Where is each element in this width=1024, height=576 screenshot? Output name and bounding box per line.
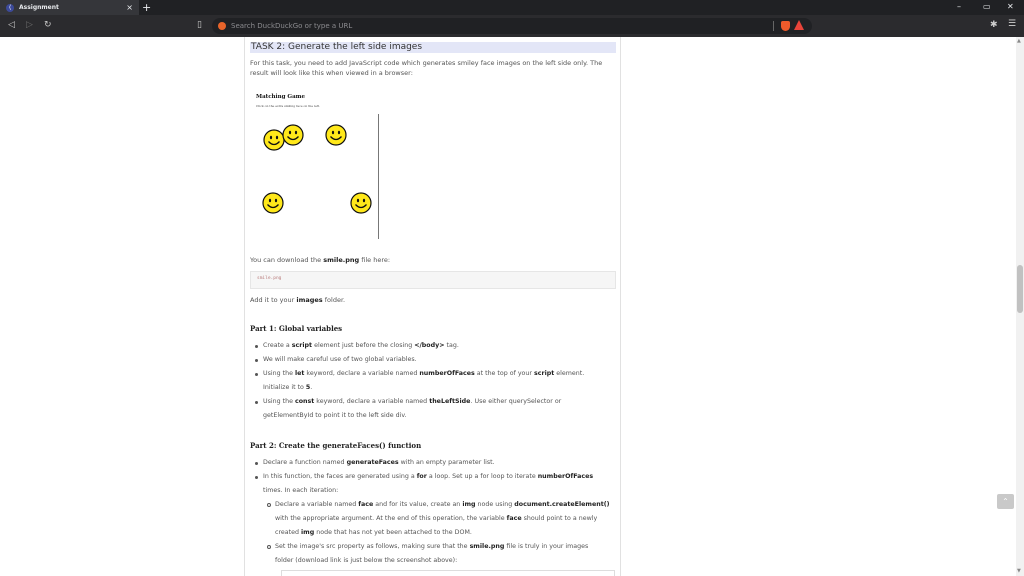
back-to-top-button[interactable]: ⌃ bbox=[997, 494, 1014, 509]
list-item: Using the let keyword, declare a variable named numberOfFaces at the top of your script element. bbox=[263, 370, 585, 377]
list-item: Using the const keyword, declare a variable named theLeftSide. Use either querySelector or bbox=[263, 398, 562, 405]
bullet bbox=[255, 462, 258, 465]
search-engine-icon bbox=[218, 22, 226, 30]
minimize-icon[interactable]: – bbox=[957, 2, 961, 11]
demo-title: Matching Game bbox=[256, 94, 305, 100]
scroll-up-arrow-icon[interactable]: ▲ bbox=[1017, 38, 1021, 44]
scroll-down-arrow-icon[interactable]: ▼ bbox=[1017, 568, 1021, 574]
bullet bbox=[255, 373, 258, 376]
list-item: Create a script element just before the closing </body> tag. bbox=[263, 342, 459, 349]
brave-shields-icon[interactable] bbox=[781, 21, 790, 31]
list-item: Declare a function named generateFaces with an empty parameter list. bbox=[263, 459, 495, 466]
smiley-face-icon bbox=[262, 192, 284, 214]
brave-rewards-icon[interactable] bbox=[794, 20, 804, 30]
list-item-continuation: Initialize it to 5. bbox=[263, 384, 313, 391]
back-icon[interactable]: ◁ bbox=[8, 20, 15, 30]
content-border-right bbox=[620, 37, 621, 576]
sub-list-item-continuation: folder (download link is just below the screenshot above): bbox=[275, 557, 458, 564]
page-viewport bbox=[0, 37, 1024, 576]
tab-strip bbox=[0, 0, 1024, 15]
list-item: In this function, the faces are generated using a for a loop. Set up a for loop to iterate numberOfFaces bbox=[263, 473, 594, 480]
menu-icon[interactable]: ☰ bbox=[1008, 19, 1017, 29]
address-bar[interactable] bbox=[212, 18, 812, 34]
demo-screenshot bbox=[250, 89, 450, 249]
bullet bbox=[255, 476, 258, 479]
intro-line-2: result will look like this when viewed in a browser: bbox=[250, 69, 413, 77]
smiley-face-icon bbox=[282, 124, 304, 146]
list-item: We will make careful use of two global variables. bbox=[263, 356, 417, 363]
close-tab-icon[interactable]: × bbox=[126, 3, 133, 12]
bookmark-icon[interactable]: ▯ bbox=[197, 20, 202, 30]
add-to-folder-line: Add it to your images folder. bbox=[250, 296, 346, 304]
content-border-left bbox=[244, 37, 245, 576]
download-code-box bbox=[250, 271, 616, 289]
window-close-icon[interactable]: ✕ bbox=[1007, 2, 1014, 11]
scrollbar-thumb[interactable] bbox=[1017, 265, 1023, 313]
new-tab-icon[interactable]: + bbox=[142, 1, 152, 14]
smile-png-link[interactable]: smile.png bbox=[257, 276, 282, 281]
url-divider bbox=[773, 21, 774, 31]
reload-icon[interactable]: ↻ bbox=[44, 20, 52, 30]
list-item-continuation: getElementById to point it to the left side div. bbox=[263, 412, 407, 419]
sub-bullet bbox=[267, 503, 271, 507]
bullet bbox=[255, 359, 258, 362]
bullet bbox=[255, 345, 258, 348]
address-placeholder: Search DuckDuckGo or type a URL bbox=[231, 22, 353, 30]
bullet bbox=[255, 401, 258, 404]
sub-bullet bbox=[267, 545, 271, 549]
task-title: TASK 2: Generate the left side images bbox=[250, 42, 616, 53]
restore-icon[interactable]: ▭ bbox=[983, 2, 991, 11]
code-block-partial bbox=[281, 570, 615, 576]
bracket-logo-icon: ⟨ bbox=[6, 4, 14, 12]
extensions-icon[interactable]: ✱ bbox=[990, 20, 998, 30]
active-tab[interactable] bbox=[0, 0, 139, 15]
sub-list-item: Set the image's src property as follows, making sure that the smile.png file is truly in your images bbox=[275, 543, 589, 550]
demo-divider bbox=[378, 114, 379, 239]
download-line: You can download the smile.png file here: bbox=[250, 256, 391, 264]
list-item-continuation: times. In each iteration: bbox=[263, 487, 339, 494]
sub-list-item-continuation: with the appropriate argument. At the end of this operation, the variable face should point to a newly bbox=[275, 515, 598, 522]
smiley-face-icon bbox=[325, 124, 347, 146]
tab-title: Assignment bbox=[19, 4, 59, 11]
smiley-face-icon bbox=[350, 192, 372, 214]
forward-icon[interactable]: ▷ bbox=[26, 20, 33, 30]
sub-list-item: Declare a variable named face and for its value, create an img node using document.createElement() bbox=[275, 501, 610, 508]
part2-heading: Part 2: Create the generateFaces() function bbox=[250, 441, 422, 450]
demo-subtitle: Click on the extra smiling face on the left. bbox=[256, 104, 321, 108]
browser-toolbar bbox=[0, 15, 1024, 37]
sub-list-item-continuation: created img node that has not yet been attached to the DOM. bbox=[275, 529, 472, 536]
intro-line-1: For this task, you need to add JavaScript code which generates smiley face images on the left side only. The bbox=[250, 59, 603, 67]
part1-heading: Part 1: Global variables bbox=[250, 324, 343, 333]
